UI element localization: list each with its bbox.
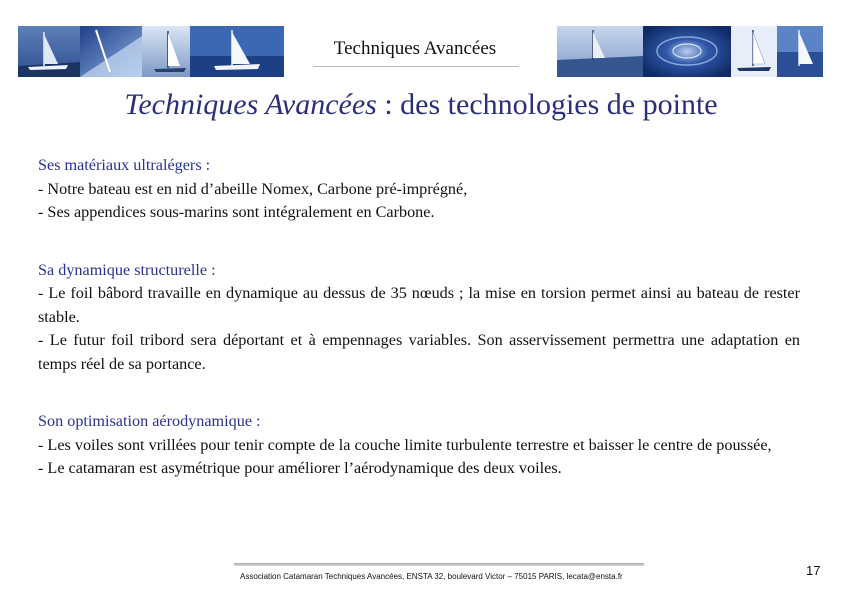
section-heading: Sa dynamique structurelle : xyxy=(38,260,216,279)
header-title: Techniques Avancées xyxy=(333,38,497,59)
header-banner-left xyxy=(18,26,284,77)
footer-divider xyxy=(234,563,644,566)
section-line: - Ses appendices sous-marins sont intégralement en Carbone. xyxy=(38,203,435,221)
section-structural-dynamics xyxy=(38,259,800,377)
section-line: - Le catamaran est asymétrique pour améliorer l’aérodynamique des deux voiles. xyxy=(38,459,562,477)
section-aerodynamics xyxy=(38,410,800,481)
slide-title xyxy=(0,88,842,122)
slide-content xyxy=(38,154,800,515)
header-banner-right xyxy=(557,26,823,77)
header-divider xyxy=(313,66,519,67)
section-line: - Le foil bâbord travaille en dynamique au dessus de 35 nœuds ; la mise en torsion permet ainsi au bateau de rester stable. xyxy=(38,284,800,326)
slide-title-rest: : des technologies de pointe xyxy=(376,88,718,121)
section-heading: Ses matériaux ultralégers : xyxy=(38,156,211,174)
page-number: 17 xyxy=(806,563,821,578)
slide-title-italic: Techniques Avancées xyxy=(124,88,377,121)
section-line: - Le futur foil tribord sera déportant et à empennages variables. Son asservissement permettra une adaptation en temps réel de sa portance. xyxy=(38,331,800,373)
section-heading: Son optimisation aérodynamique : xyxy=(38,412,261,430)
catamaran-photo-strip-left xyxy=(18,26,284,77)
section-materials xyxy=(38,154,800,225)
section-line: - Les voiles sont vrillées pour tenir compte de la couche limite turbulente terrestre et baisser le centre de poussée, xyxy=(38,435,772,454)
footer-text: Association Catamaran Techniques Avancées, ENSTA 32, boulevard Victor – 75015 PARIS, lecata@ensta.fr xyxy=(240,572,623,581)
catamaran-photo-strip-right xyxy=(557,26,823,77)
section-line: - Notre bateau est en nid d’abeille Nomex, Carbone pré-imprégné, xyxy=(38,179,468,198)
